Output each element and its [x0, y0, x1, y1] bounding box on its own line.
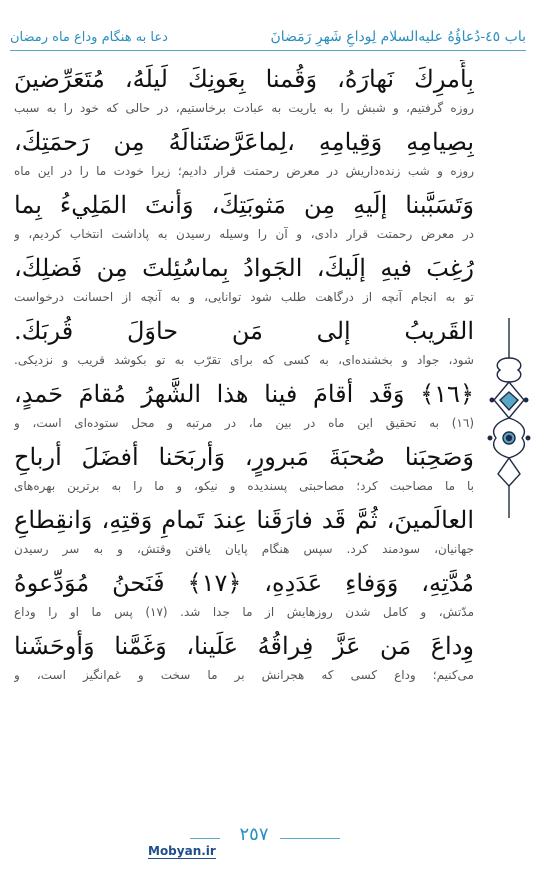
persian-translation: (١٦) به تحقیق این ماه در بین ما، در مرتبه و محل ستوده‌ای است، و	[14, 416, 474, 430]
page-footer	[0, 810, 540, 870]
arabic-line: رُغِبَ فيهِ إلَيكَ، الجَوادُ بِماسُئِلتَ مِن فَضلِكَ،	[14, 254, 474, 282]
site-brand: Mobyan.ir	[148, 844, 216, 858]
page-header	[10, 22, 526, 51]
page-number: ٢٥٧	[239, 824, 269, 845]
arabic-line: مُدَّتِهِ، وَوَفاءِ عَدَدِهِ، ﴿١٧﴾ فَنَحنُ مُوَدِّعوهُ	[14, 569, 474, 597]
persian-translation: می‌کنیم؛ وداع کسی که هجرانش بر ما سخت و غم‌انگیز است، و	[14, 668, 474, 682]
persian-translation: روزه گرفتیم، و شبش را به یاریت به عبادت برخاستیم، در حالی که خود را به سبب	[14, 101, 474, 115]
arabic-line: بِأَمرِكَ نَهارَهُ، وَقُمنا بِعَونِكَ لَيلَهُ، مُتَعَرِّضينَ	[14, 65, 474, 93]
persian-translation: تو به انجام آنچه از درگاهت طلب شود توانایی، و به آنچه از احسانت درخواست	[14, 290, 474, 304]
persian-translation: در معرض رحمتت قرار دادی، و آن را وسیله رسیدن به پاداشت انتخاب کردیم، و	[14, 227, 474, 241]
persian-translation: روزه و شب زنده‌داریش در معرض رحمتت قرار دادیم؛ زیرا خودت ما را در این ماه	[14, 164, 474, 178]
decorative-ornament-icon	[486, 318, 532, 518]
arabic-line: ﴿١٦﴾ وَقَد أقامَ فينا هذا الشَّهرُ مُقامَ حَمدٍ،	[14, 380, 474, 408]
arabic-line: العالَمينَ، ثُمَّ قَد فارَقَنا عِندَ تَمامِ وَقتِهِ، وَانقِطاعِ	[14, 506, 474, 534]
persian-translation: با ما مصاحبت کرد؛ مصاحبتی پسندیده و نیکو، و ما را به برترین بهره‌های	[14, 479, 474, 493]
arabic-line: القَريبُ إلى مَن حاوَلَ قُربَكَ.	[14, 317, 474, 345]
prayer-text	[14, 60, 474, 690]
arabic-line: وِداعَ مَن عَزَّ فِراقُهُ عَلَينا، وَغَمَّنا وَأوحَشَنا	[14, 632, 474, 660]
arabic-line: بِصِيامِهِ وَقِيامِهِ ،لِماعَرَّضتَنالَهُ مِن رَحمَتِكَ،	[14, 128, 474, 156]
arabic-line: وَصَحِبَنا صُحبَةَ مَبرورٍ، وَأربَحَنا أفضَلَ أرباحِ	[14, 443, 474, 471]
persian-translation: جهانیان، سودمند کرد. سپس هنگام پایان یافتن وقتش، و به سر رسیدن	[14, 542, 474, 556]
footer-divider	[280, 838, 340, 839]
chapter-title: باب ٤٥-دُعاؤُهُ عليه‌السلام لِوداعِ شَهرِ رَمَضانَ	[270, 29, 526, 45]
chapter-subtitle: دعا به هنگام وداع ماه رمضان	[10, 30, 168, 45]
persian-translation: شود، جواد و بخشنده‌ای، به کسی که برای تقرّب به تو بکوشد قریب و نزدیکی.	[14, 353, 474, 367]
arabic-line: وَتَسَبَّبنا إلَيهِ مِن مَثوبَتِكَ، وَأنتَ المَلِيءُ بِما	[14, 191, 474, 219]
persian-translation: مدّتش، و کامل شدن روزهایش از ما جدا شد. (١٧) پس ما او را وداع	[14, 605, 474, 619]
footer-divider	[190, 838, 220, 839]
